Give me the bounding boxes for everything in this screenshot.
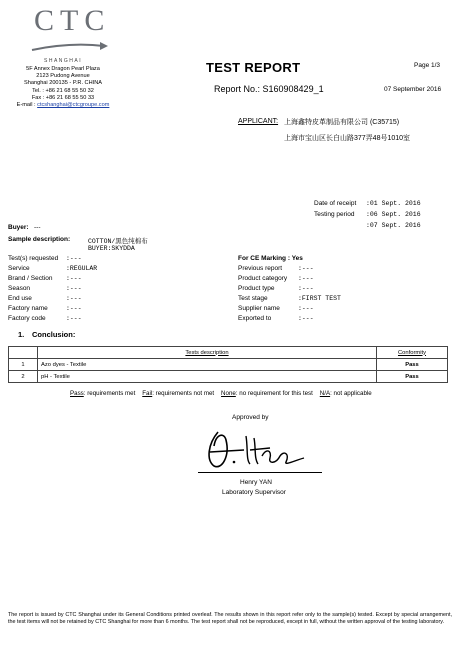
address-line: 2123 Pudong Avenue (36, 73, 90, 80)
field-label: Test(s) requested (8, 255, 59, 262)
field-label: Factory name (8, 305, 48, 312)
legend-none-key: None (221, 390, 236, 397)
legend-fail-text: : requirements not met (152, 390, 215, 397)
applicant-name: 上海鑫特皮革制品有限公司 (C35715) (284, 119, 400, 126)
email-link[interactable]: ctcshanghai@ctcgroupe.com (37, 102, 110, 109)
report-title: TEST REPORT (206, 60, 301, 75)
field-label: Exported to (238, 315, 272, 322)
field-value: :--- (66, 295, 82, 302)
receipt-date-value: :01 Sept. 2016 (366, 200, 421, 207)
field-value: :FIRST TEST (298, 295, 341, 302)
report-date: 07 September 2016 (384, 86, 442, 93)
conclusion-number: 1. (18, 330, 25, 339)
field-label: End use (8, 295, 32, 302)
field-value: :--- (66, 275, 82, 282)
sample-label: Sample description: (8, 236, 71, 243)
conformity-result: Pass (377, 359, 448, 371)
page-number: Page 1/3 (414, 62, 441, 69)
field-label: Supplier name (238, 305, 280, 312)
field-label: Test stage (238, 295, 268, 302)
email-label: E-mail : (16, 102, 38, 109)
address-line: Shanghai 200135 - P.R. CHINA (24, 80, 102, 87)
applicant-label: APPLICANT: (238, 118, 279, 125)
legend-pass-text: : requirements met (83, 390, 136, 397)
legend-na-text: : not applicable (330, 390, 372, 397)
table-header: Conformity (377, 347, 448, 359)
test-description: pH - Textile (38, 371, 377, 383)
row-number: 2 (9, 371, 38, 383)
testing-period-start: :06 Sept. 2016 (366, 211, 421, 218)
buyer-label: Buyer: (8, 224, 29, 231)
table-row (9, 371, 448, 383)
field-value: :--- (66, 255, 82, 262)
address-line: Fax : +86 21 68 55 50 33 (31, 94, 95, 101)
conformity-result: Pass (377, 371, 448, 383)
field-value: :--- (298, 315, 314, 322)
field-value: :--- (298, 305, 314, 312)
sample-value-line2: BUYER:SKYDDA (88, 245, 135, 252)
signature-line (198, 472, 322, 473)
row-number: 1 (9, 359, 38, 371)
table-header-row (9, 347, 448, 359)
field-value: :--- (298, 275, 314, 282)
address-line: Tel. : +86 21 68 55 50 32 (32, 87, 94, 94)
logo-arrow-icon (30, 40, 110, 54)
legend-na-key: N/A (319, 390, 331, 397)
sample-value-line1: COTTON/黑色纯棉布 (88, 238, 148, 245)
buyer-value: --- (34, 224, 41, 231)
conclusion-heading: Conclusion: (32, 330, 76, 339)
testing-period-label: Testing period (314, 211, 355, 218)
field-value: :--- (66, 305, 82, 312)
company-logo: CTC (34, 4, 111, 37)
field-label: Service (8, 265, 30, 272)
table-header: Tests description (38, 347, 377, 359)
result-legend (70, 390, 372, 397)
test-description: Azo dyes - Textile (38, 359, 377, 371)
handwritten-signature (200, 426, 310, 472)
legend-none-text: : no requirement for this test (235, 390, 313, 397)
field-value: :--- (298, 285, 314, 292)
logo-city: SHANGHAI (44, 58, 83, 64)
company-address (8, 66, 118, 109)
signatory-name: Henry YAN (240, 479, 272, 486)
address-line: 5F Annex Dragon Pearl Plaza (26, 66, 100, 72)
results-table (8, 346, 448, 383)
approved-by-label: Approved by (232, 414, 269, 421)
field-label: Factory code (8, 315, 46, 322)
field-value: :--- (66, 315, 82, 322)
footer-disclaimer: The report is issued by CTC Shanghai under its General Conditions printed overleaf. The results shown in this report refer only to the sample(s) tested. Except by special arrangement, the test items will not be retained by CTC Shanghai for more than 6 months. The test report shall not be reproduced, except in full, without the written approval of the testing laboratory. (8, 612, 452, 625)
table-row (9, 359, 448, 371)
receipt-date-label: Date of receipt (314, 200, 357, 207)
field-value: :--- (298, 265, 314, 272)
field-value: :--- (66, 285, 82, 292)
field-label: Product category (238, 275, 288, 282)
email-line (8, 102, 118, 109)
applicant-address: 上海市宝山区长白山路377弄48号1010室 (284, 135, 411, 142)
field-value: :REGULAR (66, 265, 98, 272)
signatory-role: Laboratory Supervisor (222, 489, 286, 496)
table-header (9, 347, 38, 359)
testing-period-end: :07 Sept. 2016 (366, 222, 421, 229)
field-label: Previous report (238, 265, 283, 272)
field-label: Product type (238, 285, 275, 292)
field-label: Brand / Section (8, 275, 53, 282)
report-number: Report No.: S160908429_1 (214, 84, 324, 94)
ce-marking: For CE Marking : Yes (238, 255, 303, 262)
legend-fail-key: Fail (142, 390, 153, 397)
field-label: Season (8, 285, 31, 292)
legend-pass-key: Pass (70, 390, 84, 397)
